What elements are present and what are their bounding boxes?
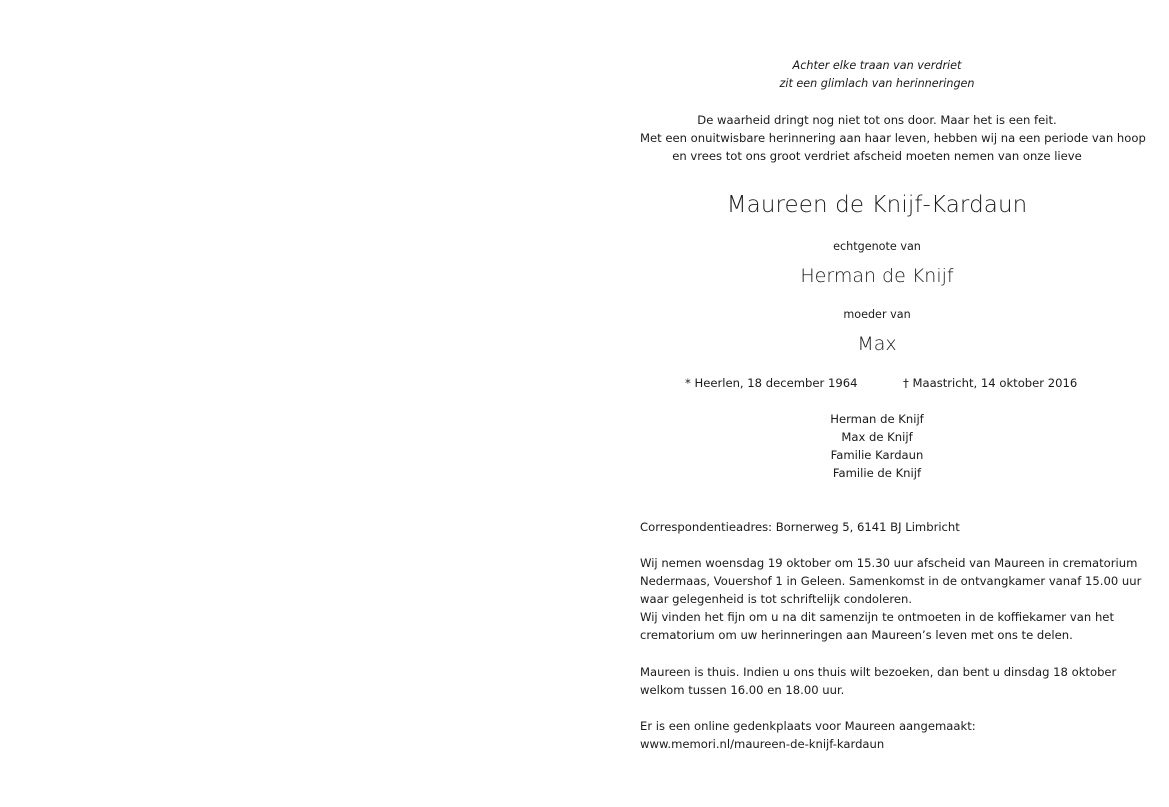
visit-line: welkom tussen 16.00 en 18.00 uur. [640, 683, 845, 697]
online-memorial-url: www.memori.nl/maureen-de-knijf-kardaun [640, 737, 885, 751]
family-member: Familie de Knijf [832, 466, 922, 480]
visit-paragraph [640, 663, 1117, 699]
family-member: Herman de Knijf [830, 412, 924, 426]
family-member: Familie Kardaun [830, 448, 924, 462]
correspondence-address [640, 518, 1114, 536]
intro-line-2: Met een onuitwisbare herinnering aan haar leven, hebben wij na een periode van hoop [640, 131, 1146, 145]
blank-left-page [0, 0, 584, 807]
farewell-line: Nedermaas, Vouershof 1 in Geleen. Samenkomst in de ontvangkamer vanaf 15.00 uur [640, 574, 1142, 588]
deceased-name: Maureen de Knijf-Kardaun [726, 192, 1028, 218]
intro-line-3: en vrees tot ons groot verdriet afscheid moeten nemen van onze lieve [672, 149, 1082, 163]
correspondence-line: Correspondentieadres: Bornerweg 5, 6141 BJ Limbricht [640, 520, 960, 534]
family-member: Max de Knijf [841, 430, 913, 444]
online-memorial-paragraph [640, 717, 1114, 753]
child-name: Max [857, 333, 897, 355]
online-memorial-line: Er is een online gedenkplaats voor Maureen aangemaakt: [640, 719, 976, 733]
farewell-line: crematorium om uw herinneringen aan Maureen’s leven met ons te delen. [640, 628, 1073, 642]
child-relation: moeder van [843, 308, 911, 321]
farewell-line: Wij nemen woensdag 19 oktober om 15.30 uur afscheid van Maureen in crematorium [640, 556, 1138, 570]
poem-line-1: Achter elke traan van verdriet [792, 59, 962, 72]
visit-line: Maureen is thuis. Indien u ons thuis wilt bezoeken, dan bent u dinsdag 18 oktober [640, 665, 1117, 679]
farewell-paragraph [640, 554, 1142, 644]
death-info: † Maastricht, 14 oktober 2016 [903, 376, 1078, 390]
farewell-line: waar gelegenheid is tot schriftelijk condoleren. [640, 592, 913, 606]
spouse-relation: echtgenote van [833, 240, 921, 253]
intro-line-1: De waarheid dringt nog niet tot ons door. Maar het is een feit. [697, 113, 1057, 127]
farewell-line: Wij vinden het fijn om u na dit samenzijn te ontmoeten in de koffiekamer van het [640, 610, 1114, 624]
poem-line-2: zit een glimlach van herinneringen [779, 77, 975, 90]
birth-info: * Heerlen, 18 december 1964 [685, 376, 858, 390]
spouse-name: Herman de Knijf [800, 265, 954, 287]
